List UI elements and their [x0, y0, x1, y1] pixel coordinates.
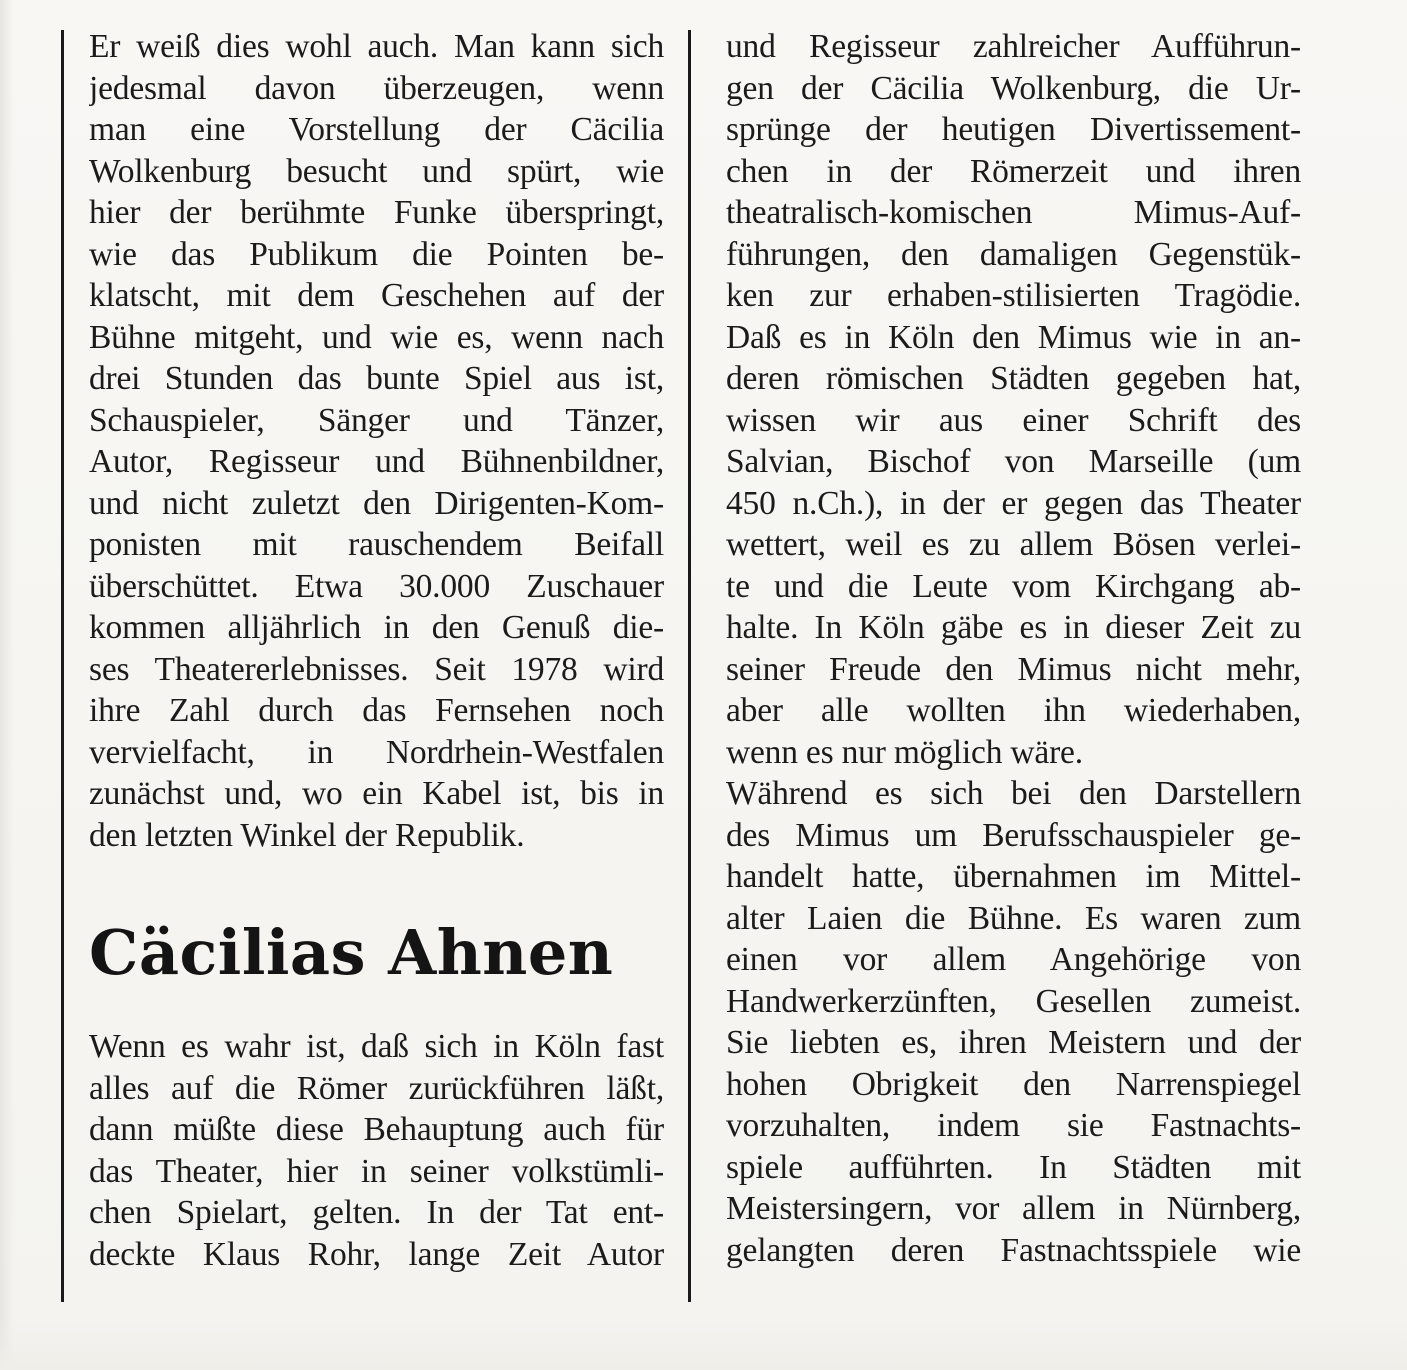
text-line: alter Laien die Bühne. Es waren zum: [726, 899, 1301, 937]
text-line: seiner Freude den Mimus nicht mehr,: [726, 650, 1301, 688]
left-column-rule: [61, 30, 64, 1302]
text-line: zunächst und, wo ein Kabel ist, bis in: [89, 775, 664, 812]
text-line: Bühne mitgeht, und wie es, wenn nach: [89, 318, 664, 356]
text-line: handelt hatte, übernahmen im Mittel-: [726, 858, 1301, 895]
text-line: ken zur erhaben-stilisierten Tragödie.: [726, 277, 1301, 314]
text-line: hohen Obrigkeit den Narrenspiegel: [726, 1065, 1301, 1103]
right-column-text: [726, 26, 1301, 1271]
middle-column-rule: [688, 30, 691, 1302]
section-heading: Cäcilias Ahnen: [89, 916, 614, 989]
text-line: alles auf die Römer zurückführen läßt,: [89, 1069, 664, 1107]
text-line: und Regisseur zahlreicher Aufführun-: [726, 28, 1301, 65]
text-line: gen der Cäcilia Wolkenburg, die Ur-: [726, 69, 1301, 107]
text-line: halte. In Köln gäbe es in dieser Zeit zu: [726, 609, 1301, 646]
text-line: wenn es nur möglich wäre.: [726, 733, 1083, 771]
left-column-text-after-heading: [89, 1026, 664, 1275]
text-line: chen Spielart, gelten. In der Tat ent-: [89, 1194, 664, 1231]
text-line: kommen alljährlich in den Genuß die-: [89, 609, 664, 646]
text-line: spiele aufführten. In Städten mit: [726, 1148, 1301, 1186]
text-line: dann müßte diese Behauptung auch für: [89, 1111, 664, 1148]
text-line: deckte Klaus Rohr, lange Zeit Autor: [89, 1235, 664, 1273]
text-line: ihre Zahl durch das Fernsehen noch: [89, 692, 664, 729]
text-line: vorzuhalten, indem sie Fastnachts-: [726, 1107, 1301, 1144]
text-line: den letzten Winkel der Republik.: [89, 816, 525, 854]
page-bottom-shadow: [0, 1320, 1407, 1370]
text-line: wissen wir aus einer Schrift des: [726, 401, 1301, 439]
text-line: und nicht zuletzt den Dirigenten-Kom-: [89, 484, 664, 522]
text-line: Autor, Regisseur und Bühnenbildner,: [89, 443, 664, 480]
text-line: theatralisch-komischen Mimus-Auf-: [726, 194, 1301, 231]
text-line: 450 n.Ch.), in der er gegen das Theater: [726, 484, 1301, 522]
text-line: des Mimus um Berufsschauspieler ge-: [726, 816, 1301, 854]
text-line: das Theater, hier in seiner volkstümli-: [89, 1152, 664, 1190]
text-line: vervielfacht, in Nordrhein-Westfalen: [89, 733, 664, 771]
text-line: jedesmal davon überzeugen, wenn: [89, 69, 664, 107]
text-line: Wenn es wahr ist, daß sich in Köln fast: [89, 1028, 664, 1065]
text-line: man eine Vorstellung der Cäcilia: [89, 111, 664, 148]
text-line: klatscht, mit dem Geschehen auf der: [89, 277, 664, 314]
text-line: wettert, weil es zu allem Bösen verlei-: [726, 526, 1301, 563]
left-column-text: [89, 26, 664, 856]
text-line: ponisten mit rauschendem Beifall: [89, 526, 664, 563]
text-line: wie das Publikum die Pointen be-: [89, 235, 664, 273]
page-gutter-shadow: [0, 0, 14, 1370]
text-line: überschüttet. Etwa 30.000 Zuschauer: [89, 567, 664, 605]
text-line: sprünge der heutigen Divertissement-: [726, 111, 1301, 148]
text-line: te und die Leute vom Kirchgang ab-: [726, 567, 1301, 605]
text-line: einen vor allem Angehörige von: [726, 941, 1301, 978]
text-line: Salvian, Bischof von Marseille (um: [726, 443, 1301, 480]
text-line: Er weiß dies wohl auch. Man kann sich: [89, 28, 664, 65]
text-line: ses Theatererlebnisses. Seit 1978 wird: [89, 650, 664, 688]
text-line: Während es sich bei den Darstellern: [726, 775, 1301, 812]
text-line: hier der berühmte Funke überspringt,: [89, 194, 664, 231]
text-line: deren römischen Städten gegeben hat,: [726, 360, 1301, 397]
text-line: aber alle wollten ihn wiederhaben,: [726, 692, 1301, 729]
text-line: Schauspieler, Sänger und Tänzer,: [89, 401, 664, 439]
text-line: Daß es in Köln den Mimus wie in an-: [726, 318, 1301, 356]
text-line: Handwerkerzünften, Gesellen zumeist.: [726, 982, 1301, 1020]
text-line: Wolkenburg besucht und spürt, wie: [89, 152, 664, 190]
text-line: Sie liebten es, ihren Meistern und der: [726, 1024, 1301, 1061]
text-line: gelangten deren Fastnachtsspiele wie: [726, 1231, 1301, 1269]
text-line: führungen, den damaligen Gegenstük-: [726, 235, 1301, 273]
text-line: chen in der Römerzeit und ihren: [726, 152, 1301, 190]
text-line: Meistersingern, vor allem in Nürnberg,: [726, 1190, 1301, 1227]
text-line: drei Stunden das bunte Spiel aus ist,: [89, 360, 664, 397]
